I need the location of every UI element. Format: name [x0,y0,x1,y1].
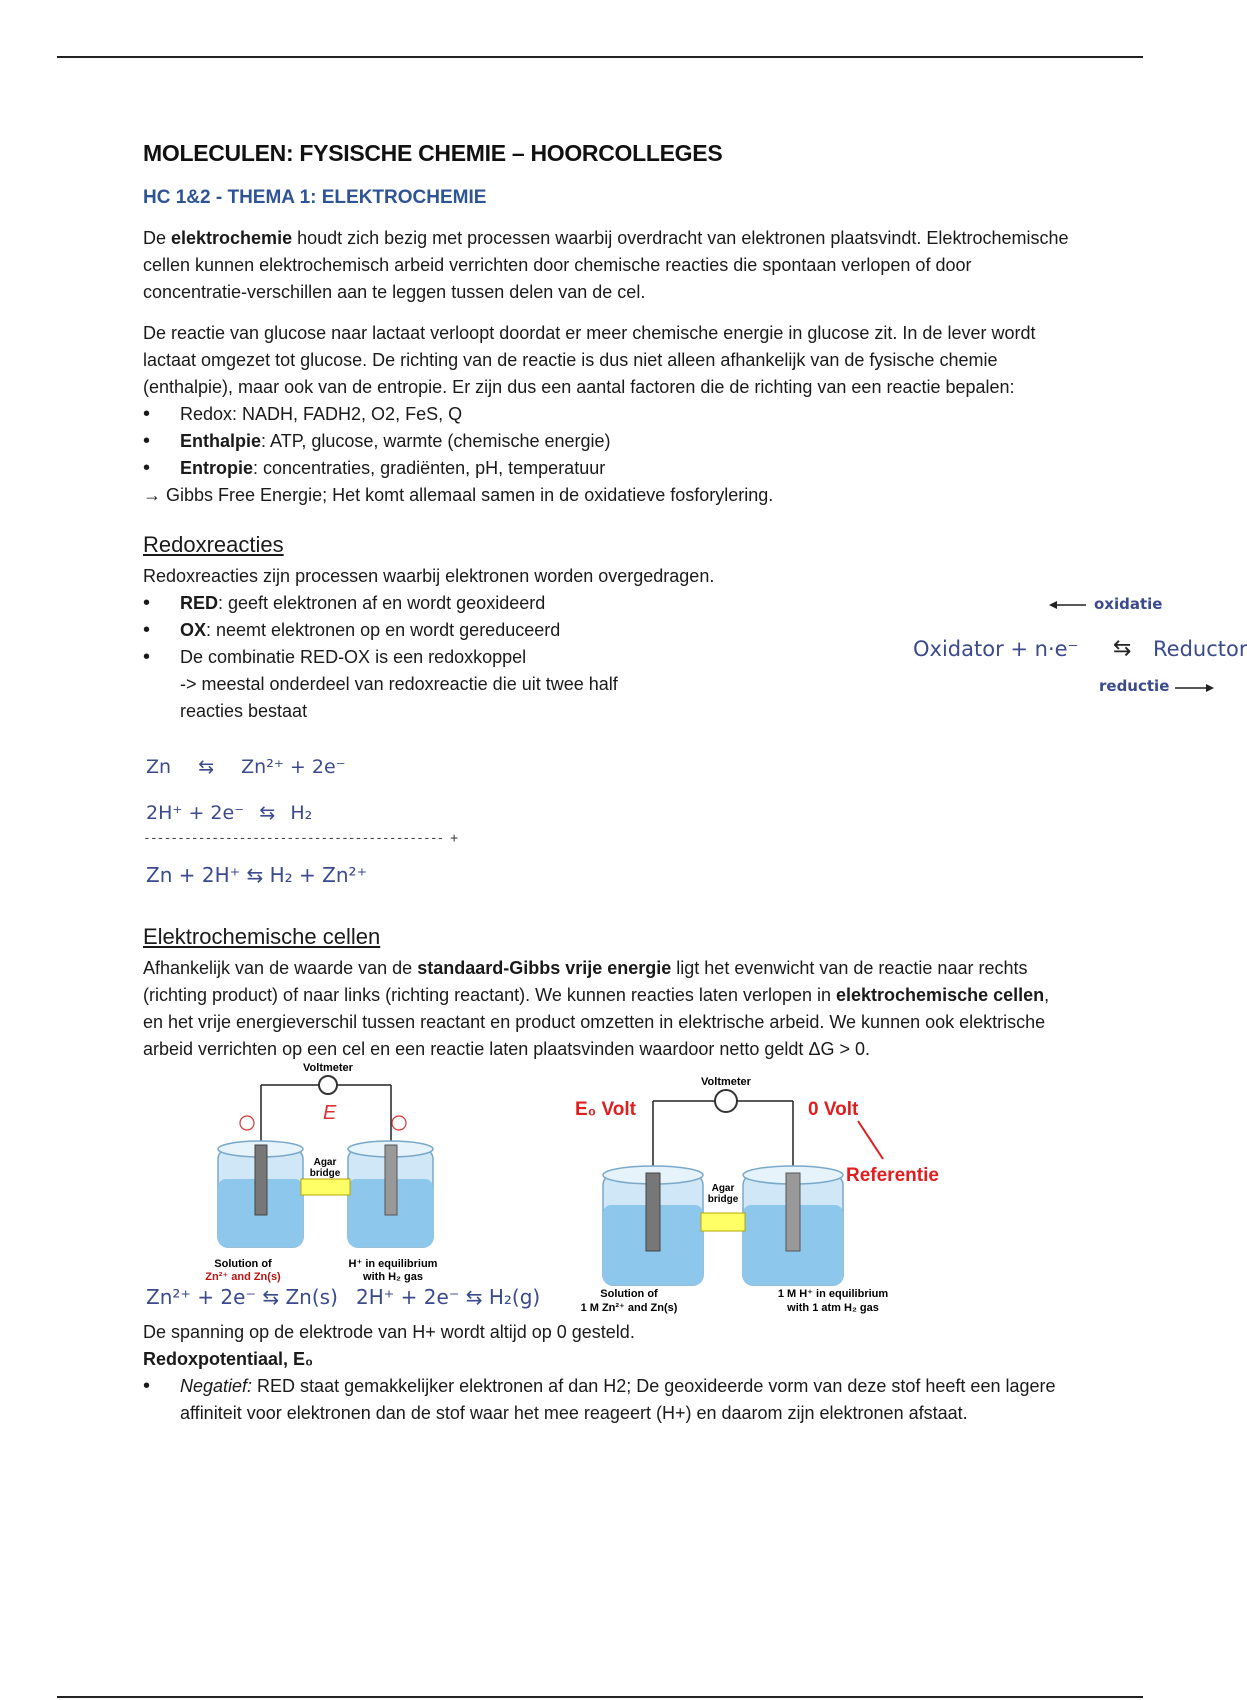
reductor-label: Reductor [1153,637,1247,661]
referentie-label: Referentie [846,1165,939,1186]
svg-text:Voltmeter: Voltmeter [701,1076,751,1088]
hydrogen-electrode [385,1145,397,1215]
svg-text:E: E [323,1102,337,1124]
document-title: MOLECULEN: FYSISCHE CHEMIE – HOORCOLLEGES [143,140,723,166]
list-item: • Entropie: concentraties, gradiënten, pH, temperatuur [143,455,1073,482]
list-item: • RED: geeft elektronen af en wordt geoxideerd [143,590,683,617]
svg-text:1 M H⁺ in equilibrium: 1 M H⁺ in equilibrium [777,1288,889,1300]
galvanic-cell-figure [203,1059,503,1295]
list-item: • OX: neemt elektronen op en wordt gereduceerd [143,617,683,644]
redox-sub-line: -> meestal onderdeel van redoxreactie die uit twee half reacties bestaat [180,674,618,721]
document-page [143,140,1247,1427]
potential-list [143,1373,1073,1427]
list-item: • Negatief: RED staat gemakkelijker elektronen af dan H2; De geoxideerde vorm van deze stof heeft een lagere affiniteit voor elektronen dan de stof waar het mee reageert (H+) en daarom zijn elektronen afstaat. [143,1373,1073,1427]
intro-paragraph-1: De elektrochemie houdt zich bezig met processen waarbij overdracht van elektronen plaatsvindt. Elektrochemische cellen kunnen elektrochemisch arbeid verrichten door chemische reacties die spontaan verlopen of door concentratie-verschillen aan te leggen tussen delen van de cel. [143,228,1069,302]
redox-section [143,531,1247,905]
redox-heading: Redoxreacties [143,532,284,557]
total-reaction: Zn + 2H⁺ ⇆ H₂ + Zn²⁺ [146,863,368,887]
list-item: • De combinatie RED-OX is een redoxkoppel [143,644,683,671]
list-item: • Enthalpie: ATP, glucose, warmte (chemische energie) [143,428,1073,455]
reductie-label: reductie [1099,677,1170,695]
zinc-half-equation: Zn²⁺ + 2e⁻ ⇆ Zn(s) [146,1285,338,1309]
svg-text:Agar: Agar [313,1157,337,1168]
cells-paragraph: Afhankelijk van de waarde van de standaard-Gibbs vrije energie ligt het evenwicht van de reactie naar rechts (richting product) of naar links (richting reactant). We kunnen reacties laten verlopen in elektrochemische cellen, en het vrije energieverschil tussen reactant en product omzetten in elektrische arbeid. We kunnen ook elektrische arbeid verrichten op een cel en een reactie laten plaatsvinden waardoor netto geldt ΔG > 0. [143,958,1050,1059]
agar-bridge [301,1179,350,1195]
reference-cell-figure [553,1073,939,1319]
oxidator-label: Oxidator + n·e⁻ [913,637,1079,661]
cells-heading: Elektrochemische cellen [143,924,381,949]
redox-intro: Redoxreacties zijn processen waarbij elektronen worden overgedragen. [143,566,715,586]
redox-couple-diagram [903,591,1247,711]
voltmeter-icon [715,1090,737,1112]
equilibrium-arrow: ⇆ [1113,635,1132,660]
e0-volt-label: E₀ Volt [575,1099,636,1120]
voltmeter-icon [319,1076,337,1094]
svg-text:with 1 atm H₂ gas: with 1 atm H₂ gas [787,1302,879,1314]
cells-section [143,923,1073,1063]
zinc-electrode [646,1173,660,1251]
redox-list [143,590,683,671]
list-item: • Redox: NADH, FADH2, O2, FeS, Q [143,401,1073,428]
svg-text:with H₂ gas: with H₂ gas [363,1271,423,1283]
svg-text:1 M Zn²⁺ and Zn(s): 1 M Zn²⁺ and Zn(s) [580,1302,678,1314]
footer-rule [57,1696,1143,1698]
figures-row [143,1063,1073,1319]
svg-text:Solution of: Solution of [600,1288,658,1300]
hydrogen-electrode [786,1173,800,1251]
svg-text:Agar: Agar [711,1183,735,1194]
intro-paragraph-2: De reactie van glucose naar lactaat verloopt doordat er meer chemische energie in glucose zit. In de lever wordt lactaat omgezet tot glucose. De richting van de reactie is dus niet alleen afhankelijk van de fysische chemie (enthalpie), maar ook van de entropie. Er zijn dus een aantal factoren die de richting van een reactie bepalen: [143,323,1036,397]
section-heading: HC 1&2 - THEMA 1: ELEKTROCHEMIE [143,187,487,208]
hydrogen-half-equation: 2H⁺ + 2e⁻ ⇆ H₂(g) [356,1285,541,1309]
half-reaction-2: 2H⁺ + 2e⁻ ⇆ H₂ [146,802,313,824]
zinc-electrode [255,1145,267,1215]
zero-volt-label: 0 Volt [808,1099,859,1120]
svg-text:bridge: bridge [707,1194,739,1205]
oxidatie-label: oxidatie [1094,595,1163,613]
svg-text:H⁺ in equilibrium: H⁺ in equilibrium [348,1258,438,1270]
agar-bridge [701,1213,745,1231]
gibbs-line: → Gibbs Free Energie; Het komt allemaal samen in de oxidatieve fosforylering. [143,485,774,505]
spanning-line: De spanning op de elektrode van H+ wordt altijd op 0 gesteld. [143,1322,635,1342]
sum-divider: -------------------------------------------- + [143,831,458,846]
svg-text:bridge: bridge [309,1168,341,1179]
fig1-voltmeter-label: Voltmeter [303,1062,353,1074]
redoxpotential-heading: Redoxpotentiaal, E₀ [143,1349,314,1369]
header-rule [57,56,1143,58]
half-reaction-1: Zn ⇆ Zn²⁺ + 2e⁻ [146,756,346,778]
svg-text:Solution of: Solution of [214,1258,272,1270]
factor-list [143,401,1073,482]
svg-text:Zn²⁺ and Zn(s): Zn²⁺ and Zn(s) [205,1271,281,1283]
